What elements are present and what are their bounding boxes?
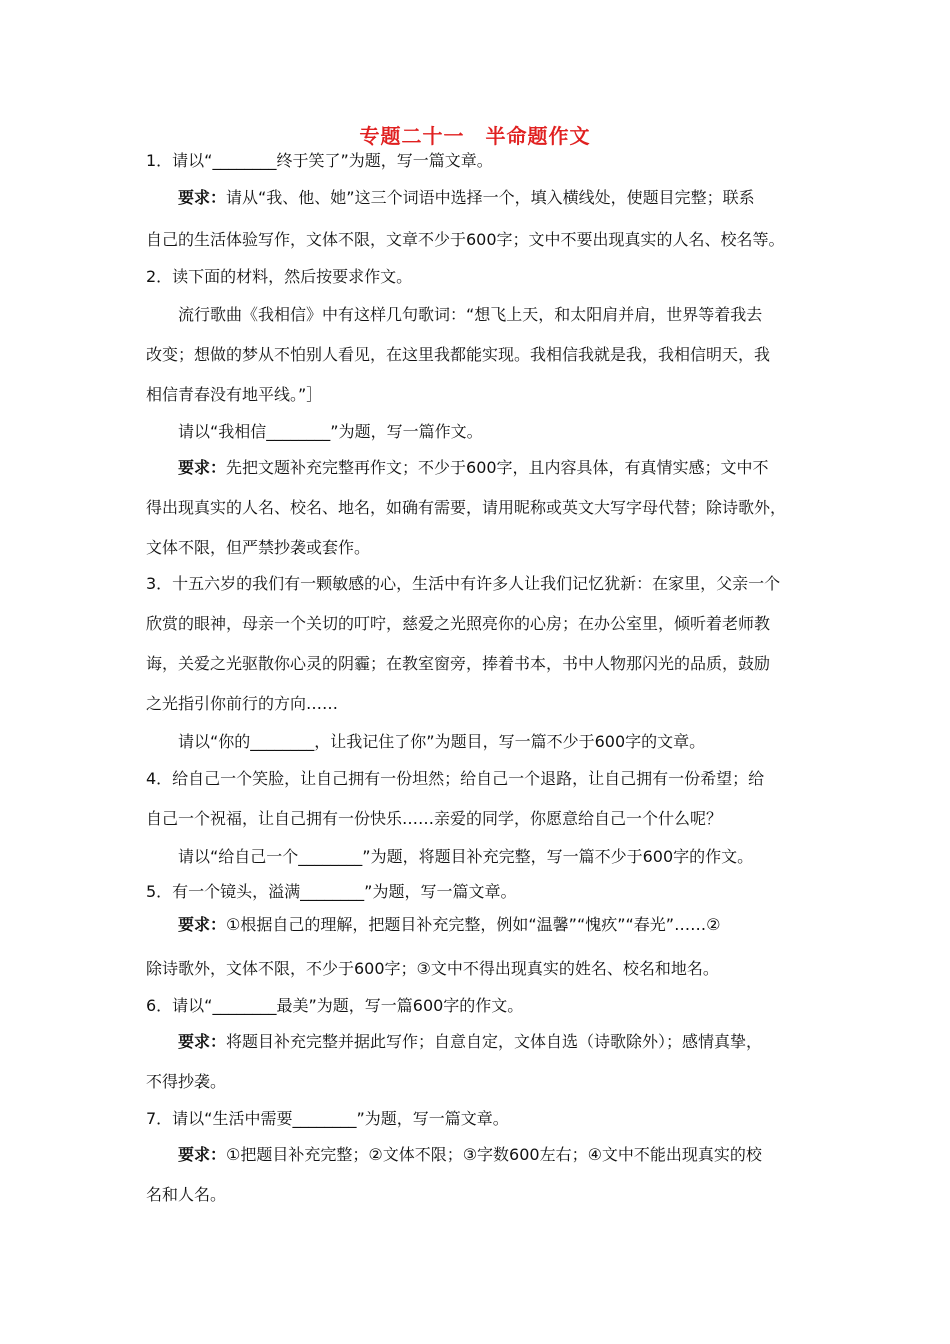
line-text: 将题目补充完整并据此写作；自意自定，文体自选（诗歌除外）；感情真挚， xyxy=(226,1032,763,1051)
line-text: 5．有一个镜头，溢满________”为题，写一篇文章。 xyxy=(146,882,517,901)
question-6-requirement xyxy=(178,1031,848,1053)
line-text: 请以“我相信________”为题，写一篇作文。 xyxy=(178,422,483,441)
line-text: 3．十五六岁的我们有一颗敏感的心，生活中有许多人让我们记忆犹新：在家里，父亲一个 xyxy=(146,574,781,593)
line-text: 流行歌曲《我相信》中有这样几句歌词：“想飞上天，和太阳肩并肩，世界等着我去 xyxy=(178,305,763,324)
line-text: ①把题目补充完整；②文体不限；③字数600左右；④文中不能出现真实的校 xyxy=(226,1145,762,1164)
line-text: 除诗歌外，文体不限，不少于600字；③文中不得出现真实的姓名、校名和地名。 xyxy=(146,959,719,978)
line-text: 诲，关爱之光驱散你心灵的阴霾；在教室窗旁，捧着书本，书中人物那闪光的品质，鼓励 xyxy=(146,654,771,673)
line-text: 请以“你的________，让我记住了你”为题目，写一篇不少于600字的文章。 xyxy=(178,732,706,751)
line-text: 7．请以“生活中需要________”为题，写一篇文章。 xyxy=(146,1109,509,1128)
question-2-material-cont xyxy=(146,384,816,406)
line-text: ①根据自己的理解，把题目补充完整，例如“温馨”“愧疚”“春光”……② xyxy=(226,915,721,934)
question-5-requirement-cont xyxy=(146,958,816,980)
question-1-requirement-cont xyxy=(146,229,816,251)
question-1-requirement xyxy=(178,187,848,209)
line-text: 自己一个祝福，让自己拥有一份快乐……亲爱的同学，你愿意给自己一个什么呢？ xyxy=(146,809,723,828)
question-5 xyxy=(146,881,816,903)
question-3-prompt xyxy=(178,731,848,753)
question-7 xyxy=(146,1108,816,1130)
line-text: 2．读下面的材料，然后按要求作文。 xyxy=(146,267,413,286)
question-4-prompt xyxy=(178,846,848,868)
requirement-label: 要求： xyxy=(178,1032,227,1051)
question-3-cont xyxy=(146,693,816,715)
line-text: 1．请以“________终于笑了”为题，写一篇文章。 xyxy=(146,151,493,170)
line-text: 相信青春没有地平线。”］ xyxy=(146,385,323,404)
question-2-requirement-cont xyxy=(146,537,816,559)
question-4 xyxy=(146,768,816,790)
line-text: 先把文题补充完整再作文；不少于600字，且内容具体，有真情实感；文中不 xyxy=(226,458,769,477)
question-7-requirement-cont xyxy=(146,1184,816,1206)
line-text: 6．请以“________最美”为题，写一篇600字的作文。 xyxy=(146,996,524,1015)
question-4-cont xyxy=(146,808,816,830)
line-text: 得出现真实的人名、校名、地名，如确有需要，请用昵称或英文大写字母代替；除诗歌外， xyxy=(146,498,787,517)
line-text: 文体不限，但严禁抄袭或套作。 xyxy=(146,538,371,557)
question-2-requirement xyxy=(178,457,848,479)
requirement-label: 要求： xyxy=(178,188,227,207)
requirement-label: 要求： xyxy=(178,915,227,934)
line-text: 自己的生活体验写作，文体不限，文章不少于600字；文中不要出现真实的人名、校名等。 xyxy=(146,230,785,249)
line-text: 请以“给自己一个________”为题，将题目补充完整，写一篇不少于600字的作文。 xyxy=(178,847,754,866)
question-2 xyxy=(146,266,816,288)
question-6 xyxy=(146,995,816,1017)
question-6-requirement-cont xyxy=(146,1071,816,1093)
line-text: 4．给自己一个笑脸，让自己拥有一份坦然；给自己一个退路，让自己拥有一份希望；给 xyxy=(146,769,765,788)
page-title: 专题二十一 半命题作文 xyxy=(359,124,591,148)
question-3 xyxy=(146,573,816,595)
question-2-requirement-cont xyxy=(146,497,816,519)
question-2-material-cont xyxy=(146,344,816,366)
question-7-requirement xyxy=(178,1144,848,1166)
question-3-cont xyxy=(146,613,816,635)
line-text: 不得抄袭。 xyxy=(146,1072,227,1091)
requirement-label: 要求： xyxy=(178,1145,227,1164)
line-text: 欣赏的眼神，母亲一个关切的叮咛，慈爱之光照亮你的心房；在办公室里，倾听着老师教 xyxy=(146,614,771,633)
requirement-label: 要求： xyxy=(178,458,227,477)
line-text: 之光指引你前行的方向…… xyxy=(146,694,339,713)
line-text: 改变；想做的梦从不怕别人看见，在这里我都能实现。我相信我就是我，我相信明天，我 xyxy=(146,345,771,364)
question-1 xyxy=(146,150,816,172)
question-2-prompt xyxy=(178,421,848,443)
question-2-material xyxy=(178,304,848,326)
question-5-requirement xyxy=(178,914,848,936)
line-text: 请从“我、他、她”这三个词语中选择一个，填入横线处，使题目完整；联系 xyxy=(226,188,755,207)
question-3-cont xyxy=(146,653,816,675)
line-text: 名和人名。 xyxy=(146,1185,227,1204)
